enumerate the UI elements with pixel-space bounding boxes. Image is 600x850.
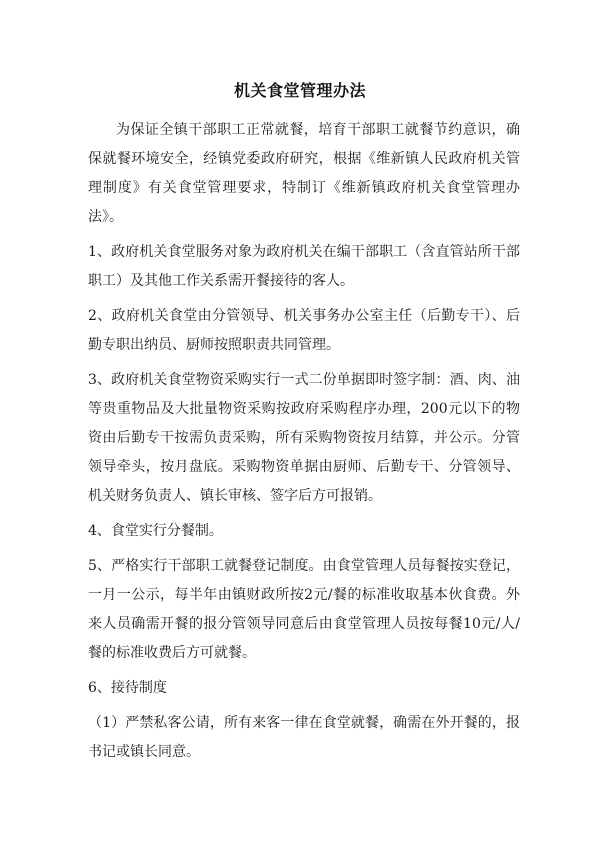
- document-body: [88, 116, 520, 773]
- intro-paragraph: 为保证全镇干部职工正常就餐，培育干部职工就餐节约意识，确保就餐环境安全，经镇党委政府研究，根据《维新镇人民政府机关管理制度》有关食堂管理要求，特制订《维新镇政府机关食堂管理办法》。: [88, 122, 520, 225]
- clause-1: 1、政府机关食堂服务对象为政府机关在编干部职工（含直管站所干部职工）及其他工作关系需开餐接待的客人。: [88, 244, 520, 289]
- clause-5: 5、严格实行干部职工就餐登记制度。由食堂管理人员每餐按实登记，一月一公示，每半年由镇财政所按2元/餐的标准收取基本伙食费。外来人员确需开餐的报分管领导同意后由食堂管理人员按每餐10元/人/餐的标准收费后方可就餐。: [88, 558, 520, 661]
- clause-2: 2、政府机关食堂由分管领导、机关事务办公室主任（后勤专干）、后勤专职出纳员、厨师按照职责共同管理。: [88, 308, 520, 353]
- clause-6-1: （1）严禁私客公请，所有来客一律在食堂就餐，确需在外开餐的，报书记或镇长同意。: [88, 715, 520, 760]
- clause-4: 4、食堂实行分餐制。: [88, 523, 223, 539]
- document-title: 机关食堂管理办法: [233, 81, 366, 100]
- clause-6-heading: 6、接待制度: [88, 680, 167, 696]
- clause-3: 3、政府机关食堂物资采购实行一式二份单据即时签字制：酒、肉、油等贵重物品及大批量物资采购按政府采购程序办理，200元以下的物资由后勤专干按需负责采购，所有采购物资按月结算，并公示。分管领导牵头，按月盘底。采购物资单据由厨师、后勤专干、分管领导、机关财务负责人、镇长审核、签字后方可报销。: [88, 372, 520, 504]
